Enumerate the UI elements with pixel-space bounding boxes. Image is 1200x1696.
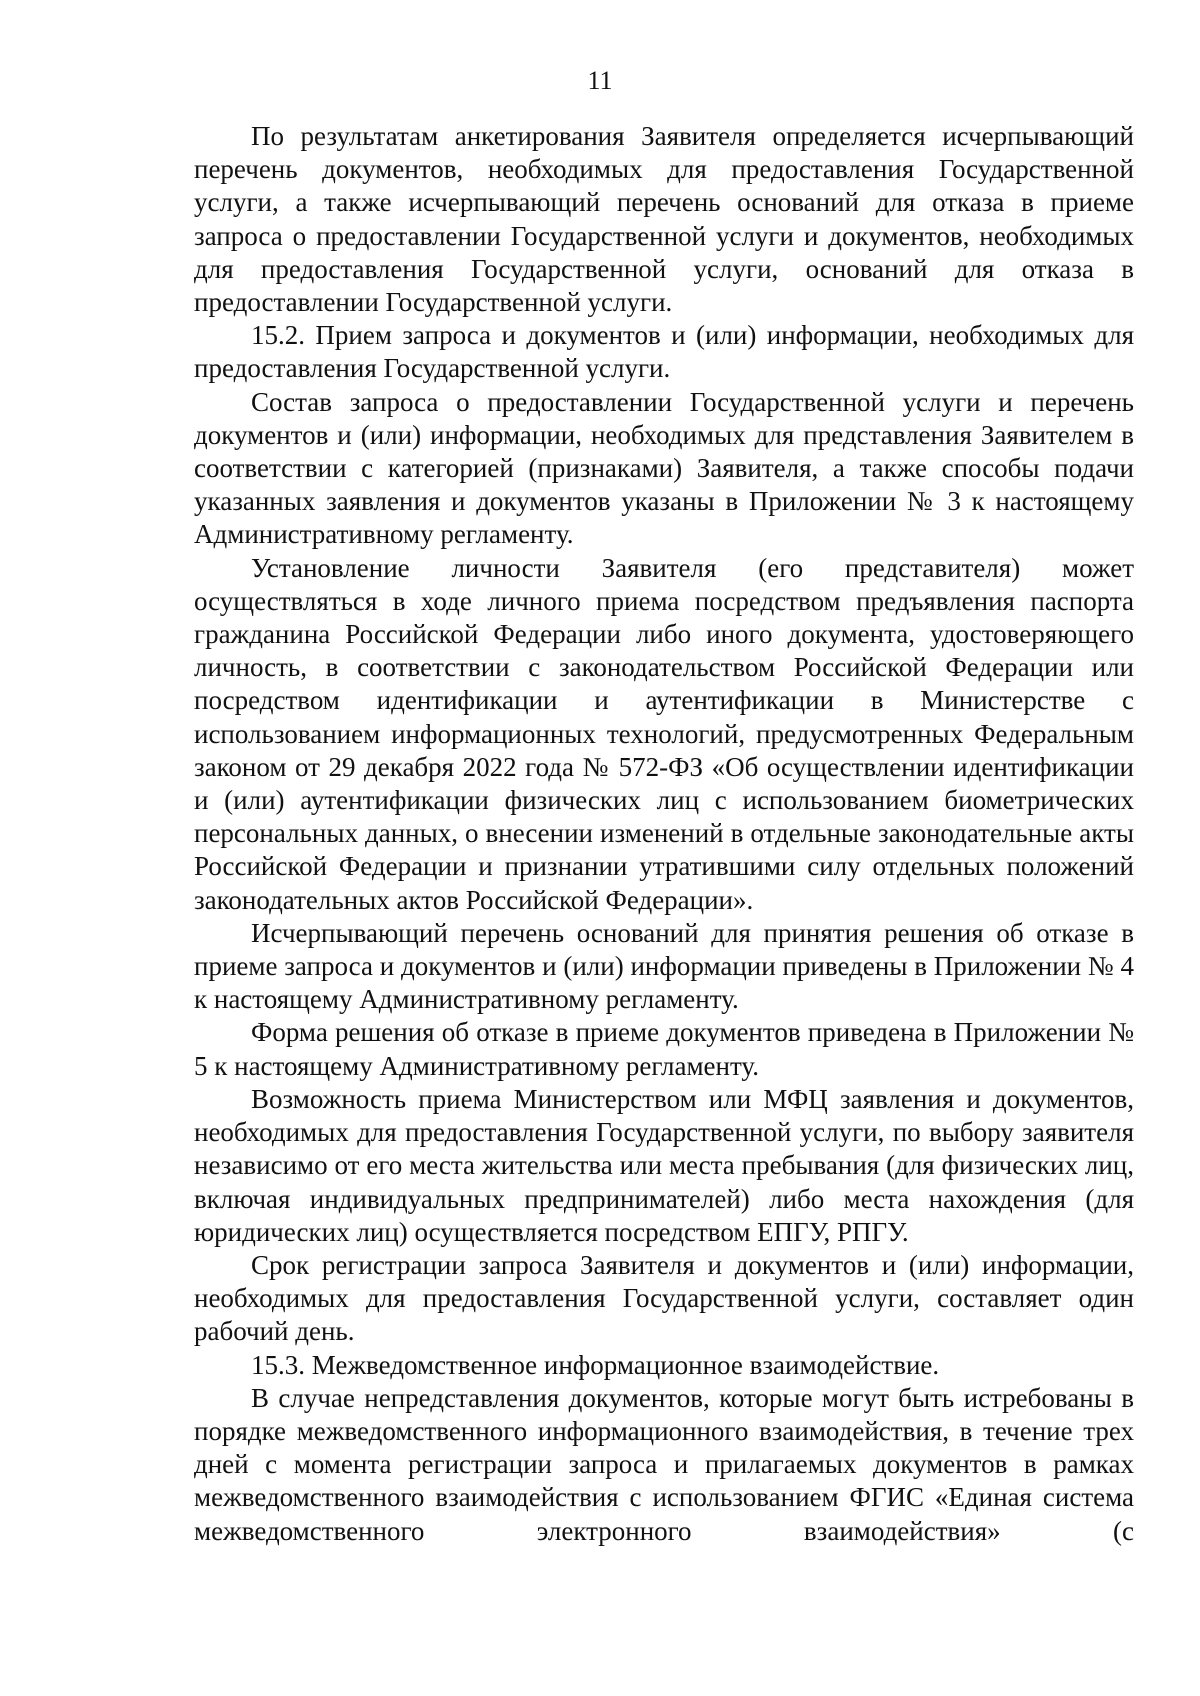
page-number: 11 (587, 66, 613, 95)
paragraph-section-15-2-heading: 15.2. Прием запроса и документов и (или) информации, необходимых для предоставления Государственной услуги. (194, 320, 1134, 384)
paragraph-refusal-form: Форма решения об отказе в приеме документов приведена в Приложении № 5 к настоящему Административному регламенту. (194, 1017, 1134, 1081)
paragraph-registration-term: Срок регистрации запроса Заявителя и документов и (или) информации, необходимых для предоставления Государственной услуги, составляет один рабочий день. (194, 1249, 1134, 1347)
paragraph-identity-verification: Установление личности Заявителя (его представителя) может осуществляться в ходе личного приема посредством предъявления паспорта гражданина Российской Федерации либо иного документа, удостоверяющего личность, в соответствии с законодательством Российской Федерации или посредством идентификации и аутентификации в Министерстве с использованием информационных технологий, предусмотренных Федеральным законом от 29 декабря 2022 года № 572-ФЗ «Об осуществлении идентификации и (или) аутентификации физических лиц с использованием биометрических персональных данных, о внесении изменений в отдельные законодательные акты Российской Федерации и признании утратившими силу отдельных положений законодательных актов Российской Федерации». (194, 552, 1134, 915)
paragraph-request-composition: Состав запроса о предоставлении Государственной услуги и перечень документов и (или) информации, необходимых для представления Заявителем в соответствии с категорией (признаками) Заявителя, а также способы подачи указанных заявления и документов указаны в Приложении № 3 к настоящему Административному регламенту. (194, 386, 1134, 550)
paragraph-interagency-interaction: В случае непредставления документов, которые могут быть истребованы в порядке межведомственного информационного взаимодействия, в течение трех дней с момента регистрации запроса и прилагаемых документов в рамках межведомственного взаимодействия с использованием ФГИС «Единая система межведомственного электронного взаимодействия» (с (194, 1382, 1134, 1546)
document-body (194, 120, 1134, 1548)
paragraph-submission-options: Возможность приема Министерством или МФЦ заявления и документов, необходимых для предоставления Государственной услуги, по выбору заявителя независимо от его места жительства или места пребывания (для физических лиц, включая индивидуальных предпринимателей) либо места нахождения (для юридических лиц) осуществляется посредством ЕПГУ, РПГУ. (194, 1083, 1134, 1247)
paragraph-refusal-grounds: Исчерпывающий перечень оснований для принятия решения об отказе в приеме запроса и документов и (или) информации приведены в Приложении № 4 к настоящему Административному регламенту. (194, 917, 1134, 1015)
paragraph-questionnaire-results: По результатам анкетирования Заявителя определяется исчерпывающий перечень документов, необходимых для предоставления Государственной услуги, а также исчерпывающий перечень оснований для отказа в приеме запроса о предоставлении Государственной услуги и документов, необходимых для предоставления Государственной услуги, оснований для отказа в предоставлении Государственной услуги. (194, 121, 1134, 318)
paragraph-section-15-3-heading: 15.3. Межведомственное информационное взаимодействие. (251, 1349, 940, 1380)
